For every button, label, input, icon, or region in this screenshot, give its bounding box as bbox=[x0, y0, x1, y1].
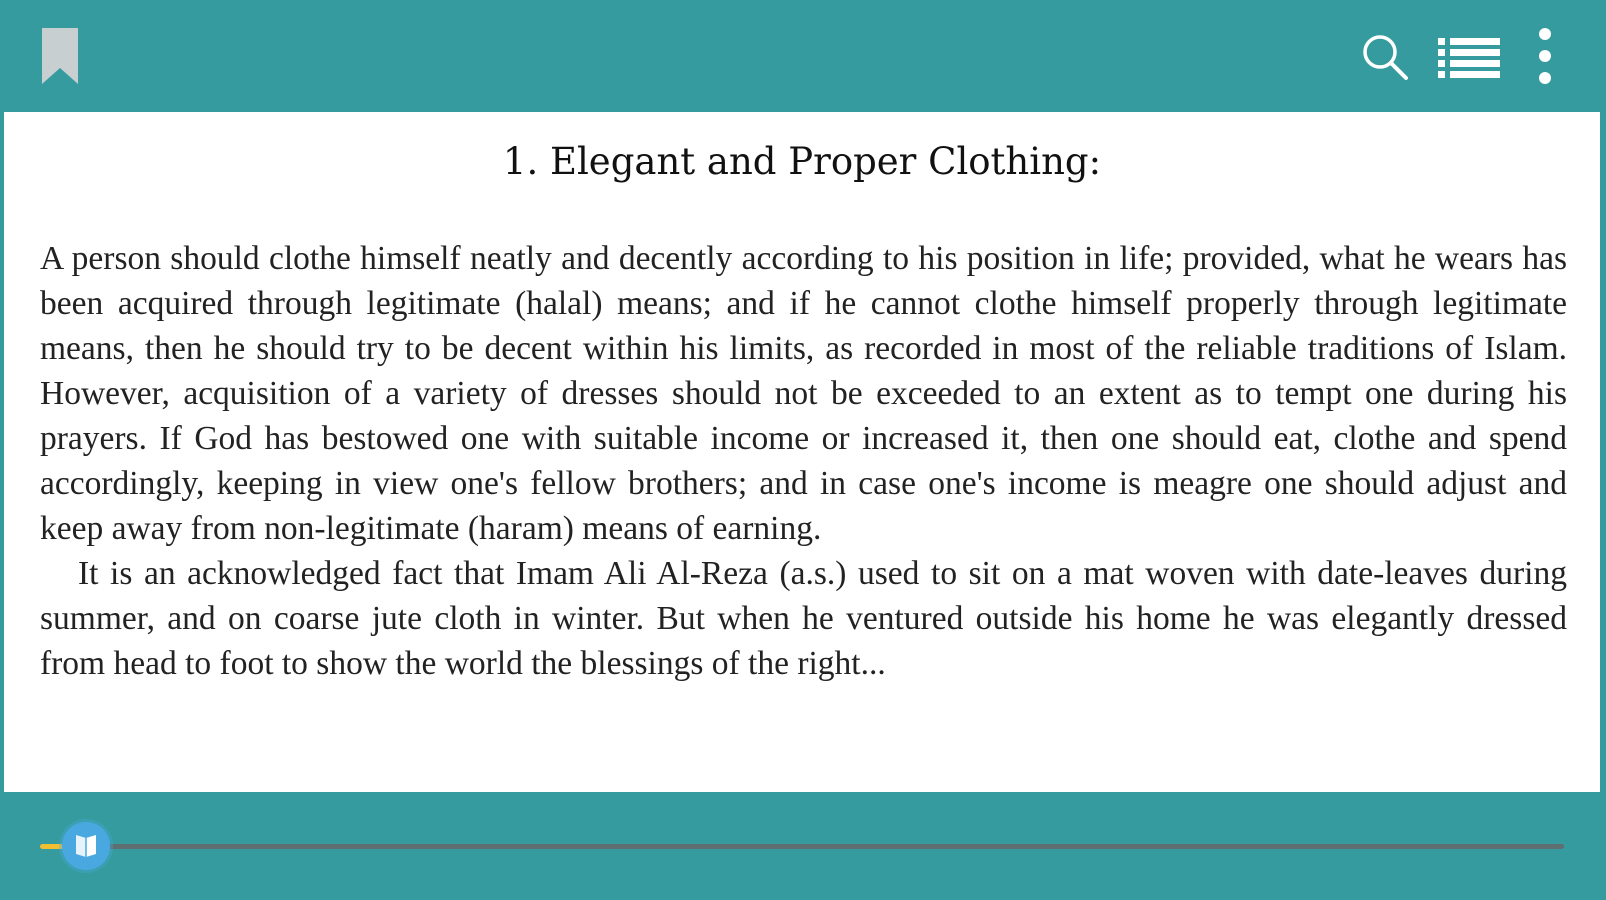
bookmark-icon[interactable] bbox=[40, 28, 80, 86]
page-body bbox=[40, 236, 1567, 686]
more-vertical-icon[interactable] bbox=[1530, 26, 1560, 86]
paragraph: It is an acknowledged fact that Imam Ali Al-Reza (a.s.) used to sit on a mat woven with date-leaves during summer, and on coarse jute cloth in winter. But when he ventured outside his home he was elegantly dressed from head to foot to show the world the blessings of the right... bbox=[40, 555, 1567, 682]
book-page[interactable] bbox=[4, 112, 1600, 792]
chapter-title: 1. Elegant and Proper Clothing: bbox=[502, 140, 1102, 183]
search-icon[interactable] bbox=[1360, 32, 1410, 82]
bottom-toolbar bbox=[0, 792, 1606, 900]
page-progress-slider[interactable] bbox=[40, 844, 1564, 849]
top-toolbar bbox=[0, 0, 1606, 112]
table-of-contents-icon[interactable] bbox=[1438, 36, 1500, 78]
book-icon bbox=[72, 832, 100, 860]
paragraph: A person should clothe himself neatly and decently according to his position in life; provided, what he wears has been acquired through legitimate (halal) means; and if he cannot clothe himself properly through legitimate means, then he should try to be decent within his limits, as recorded in most of the reliable traditions of Islam. However, acquisition of a variety of dresses should not be exceeded to an extent as to tempt one during his prayers. If God has bestowed one with suitable income or increased it, then one should eat, clothe and spend accordingly, keeping in view one's fellow brothers; and in case one's income is meagre one should adjust and keep away from non-legitimate (haram) means of earning. bbox=[40, 240, 1567, 547]
slider-thumb[interactable] bbox=[62, 822, 110, 870]
